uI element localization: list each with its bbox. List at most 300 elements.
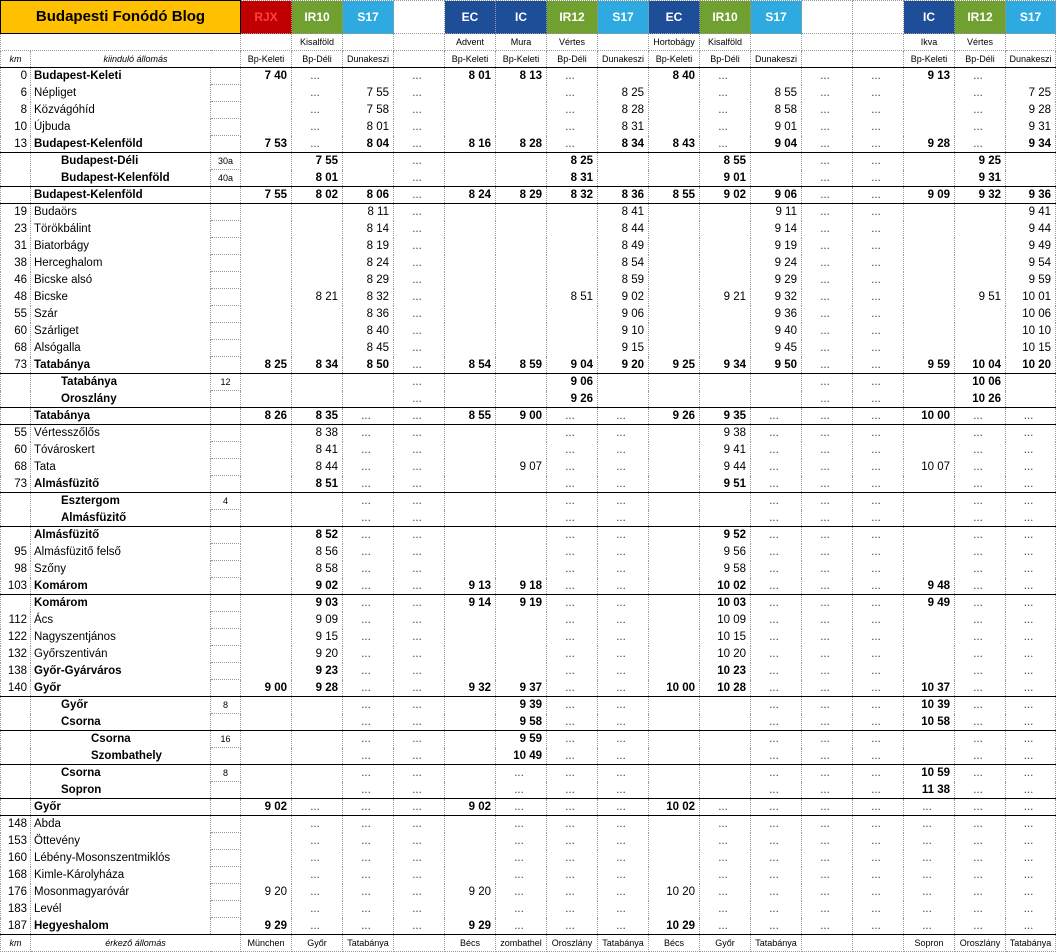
time-cell: [292, 765, 343, 782]
time-cell: 8 29: [343, 272, 394, 289]
timetable-row: [1, 425, 1056, 442]
connection-code: 4: [211, 493, 241, 510]
time-cell: ...: [802, 272, 853, 289]
time-cell: ...: [700, 68, 751, 85]
time-cell: [547, 306, 598, 323]
time-cell: ...: [853, 578, 904, 595]
time-cell: ...: [547, 714, 598, 731]
time-cell: 8 54: [598, 255, 649, 272]
time-cell: ...: [955, 629, 1006, 646]
time-cell: ...: [802, 340, 853, 357]
time-cell: 8 58: [751, 102, 802, 119]
time-cell: ...: [1006, 408, 1056, 425]
time-cell: [496, 119, 547, 136]
km-cell: 140: [1, 680, 31, 697]
time-cell: 8 55: [751, 85, 802, 102]
time-cell: [904, 442, 955, 459]
time-cell: [547, 272, 598, 289]
time-cell: [700, 731, 751, 748]
time-cell: ...: [343, 561, 394, 578]
timetable-row: [1, 357, 1056, 374]
time-cell: [445, 374, 496, 391]
time-cell: ...: [802, 493, 853, 510]
time-cell: ...: [394, 170, 445, 187]
time-cell: 9 58: [700, 561, 751, 578]
time-cell: [649, 289, 700, 306]
time-cell: [649, 527, 700, 544]
timetable-row: [1, 289, 1056, 306]
time-cell: ...: [853, 374, 904, 391]
time-cell: 8 19: [343, 238, 394, 255]
time-cell: [649, 391, 700, 408]
km-cell: 0: [1, 68, 31, 85]
time-cell: ...: [598, 459, 649, 476]
time-cell: [904, 272, 955, 289]
time-cell: [904, 340, 955, 357]
km-cell: 13: [1, 136, 31, 153]
time-cell: ...: [853, 204, 904, 221]
time-cell: 9 19: [751, 238, 802, 255]
time-cell: ...: [394, 646, 445, 663]
time-cell: 8 40: [343, 323, 394, 340]
km-cell: 19: [1, 204, 31, 221]
time-cell: 9 20: [445, 884, 496, 901]
timetable-row: [1, 867, 1056, 884]
time-cell: 8 29: [496, 187, 547, 204]
time-cell: [445, 323, 496, 340]
time-cell: 8 24: [445, 187, 496, 204]
time-cell: ...: [394, 527, 445, 544]
time-cell: 8 51: [547, 289, 598, 306]
km-cell: 73: [1, 476, 31, 493]
time-cell: ...: [394, 510, 445, 527]
time-cell: [496, 561, 547, 578]
time-cell: ...: [343, 527, 394, 544]
time-cell: ...: [751, 697, 802, 714]
time-cell: 10 49: [496, 748, 547, 765]
time-cell: [292, 204, 343, 221]
train-name: Vértes: [547, 34, 598, 51]
station-name: Csorna: [31, 714, 211, 731]
time-cell: [241, 833, 292, 850]
time-cell: ...: [292, 884, 343, 901]
station-name: Esztergom: [31, 493, 211, 510]
time-cell: ...: [547, 459, 598, 476]
time-cell: ...: [955, 731, 1006, 748]
time-cell: ...: [1006, 595, 1056, 612]
time-cell: ...: [802, 102, 853, 119]
time-cell: 10 58: [904, 714, 955, 731]
timetable-row: [1, 85, 1056, 102]
time-cell: 9 36: [751, 306, 802, 323]
time-cell: ...: [904, 884, 955, 901]
time-cell: 8 45: [343, 340, 394, 357]
time-cell: [241, 731, 292, 748]
km-cell: [1, 493, 31, 510]
time-cell: ...: [751, 663, 802, 680]
time-cell: ...: [751, 527, 802, 544]
time-cell: 9 04: [547, 357, 598, 374]
time-cell: 9 28: [1006, 102, 1056, 119]
time-cell: [904, 204, 955, 221]
time-cell: 9 36: [1006, 187, 1056, 204]
km-header: km: [1, 51, 31, 68]
time-cell: ...: [1006, 680, 1056, 697]
time-cell: [904, 476, 955, 493]
time-cell: ...: [496, 884, 547, 901]
blank-header: [1, 34, 241, 51]
time-cell: ...: [598, 731, 649, 748]
time-cell: 8 11: [343, 204, 394, 221]
time-cell: 8 55: [649, 187, 700, 204]
km-footer: km: [1, 935, 31, 952]
time-cell: ...: [394, 697, 445, 714]
time-cell: [241, 544, 292, 561]
time-cell: ...: [547, 527, 598, 544]
connection-code: [211, 884, 241, 901]
km-cell: 31: [1, 238, 31, 255]
time-cell: ...: [343, 493, 394, 510]
time-cell: 9 26: [547, 391, 598, 408]
time-cell: 9 00: [496, 408, 547, 425]
time-cell: 9 34: [1006, 136, 1056, 153]
time-cell: ...: [955, 748, 1006, 765]
time-cell: ...: [802, 238, 853, 255]
time-cell: 8 24: [343, 255, 394, 272]
time-cell: [241, 306, 292, 323]
time-cell: 7 55: [292, 153, 343, 170]
time-cell: ...: [547, 663, 598, 680]
time-cell: [700, 272, 751, 289]
time-cell: [547, 221, 598, 238]
train-category: IR10: [700, 1, 751, 34]
time-cell: 8 41: [598, 204, 649, 221]
time-cell: 8 28: [598, 102, 649, 119]
time-cell: ...: [598, 527, 649, 544]
time-cell: ...: [802, 816, 853, 833]
time-cell: ...: [853, 493, 904, 510]
connection-code: [211, 442, 241, 459]
time-cell: ...: [802, 629, 853, 646]
time-cell: [241, 459, 292, 476]
time-cell: [445, 833, 496, 850]
timetable-row: [1, 408, 1056, 425]
time-cell: ...: [955, 595, 1006, 612]
time-cell: ...: [802, 612, 853, 629]
time-cell: ...: [547, 442, 598, 459]
connection-code: [211, 680, 241, 697]
time-cell: 9 15: [292, 629, 343, 646]
station-name: Hegyeshalom: [31, 918, 211, 935]
time-cell: 8 01: [343, 119, 394, 136]
time-cell: [649, 612, 700, 629]
time-cell: [649, 646, 700, 663]
timetable-row: [1, 833, 1056, 850]
time-cell: ...: [598, 816, 649, 833]
time-cell: ...: [547, 765, 598, 782]
time-cell: ...: [547, 782, 598, 799]
time-cell: [955, 221, 1006, 238]
time-cell: ...: [598, 442, 649, 459]
time-cell: [292, 493, 343, 510]
time-cell: [649, 867, 700, 884]
end-station-header: érkező állomás: [31, 935, 241, 952]
time-cell: ...: [802, 901, 853, 918]
time-cell: ...: [955, 476, 1006, 493]
time-cell: 8 52: [292, 527, 343, 544]
time-cell: [343, 170, 394, 187]
time-cell: [241, 850, 292, 867]
time-cell: ...: [751, 476, 802, 493]
time-cell: 10 01: [1006, 289, 1056, 306]
timetable-row: [1, 153, 1056, 170]
time-cell: ...: [343, 425, 394, 442]
end-station: Tatabánya: [1006, 935, 1056, 952]
time-cell: ...: [547, 408, 598, 425]
time-cell: [445, 663, 496, 680]
time-cell: ...: [1006, 646, 1056, 663]
time-cell: ...: [802, 697, 853, 714]
time-cell: ...: [802, 782, 853, 799]
time-cell: ...: [547, 867, 598, 884]
time-cell: [649, 170, 700, 187]
time-cell: [445, 748, 496, 765]
time-cell: ...: [394, 425, 445, 442]
time-cell: ...: [955, 850, 1006, 867]
time-cell: [241, 119, 292, 136]
station-name: Győr: [31, 799, 211, 816]
time-cell: ...: [598, 629, 649, 646]
time-cell: 9 59: [1006, 272, 1056, 289]
time-cell: [598, 170, 649, 187]
time-cell: [700, 391, 751, 408]
time-cell: ...: [751, 782, 802, 799]
time-cell: [904, 663, 955, 680]
time-cell: 9 31: [1006, 119, 1056, 136]
time-cell: ...: [955, 102, 1006, 119]
time-cell: ...: [955, 68, 1006, 85]
time-cell: [904, 85, 955, 102]
time-cell: 9 59: [496, 731, 547, 748]
time-cell: ...: [394, 119, 445, 136]
train-name: Kisalföld: [292, 34, 343, 51]
station-name: Tatabánya: [31, 374, 211, 391]
time-cell: ...: [598, 680, 649, 697]
time-cell: 9 21: [700, 289, 751, 306]
time-cell: ...: [1006, 527, 1056, 544]
timetable-row: [1, 765, 1056, 782]
km-cell: [1, 153, 31, 170]
time-cell: ...: [496, 901, 547, 918]
time-cell: ...: [394, 918, 445, 935]
connection-code: [211, 612, 241, 629]
time-cell: [241, 221, 292, 238]
time-cell: ...: [292, 136, 343, 153]
time-cell: [292, 782, 343, 799]
end-station: München: [241, 935, 292, 952]
time-cell: ...: [1006, 867, 1056, 884]
train-name: Hortobágy: [649, 34, 700, 51]
time-cell: 8 44: [292, 459, 343, 476]
time-cell: ...: [1006, 561, 1056, 578]
end-station: Győr: [700, 935, 751, 952]
time-cell: [955, 323, 1006, 340]
start-station: Bp-Keleti: [496, 51, 547, 68]
time-cell: [496, 646, 547, 663]
station-name: Közvágóhíd: [31, 102, 211, 119]
start-station: Bp-Keleti: [649, 51, 700, 68]
km-cell: 138: [1, 663, 31, 680]
time-cell: 10 00: [649, 680, 700, 697]
time-cell: ...: [547, 595, 598, 612]
time-cell: ...: [1006, 459, 1056, 476]
start-station: Bp-Keleti: [445, 51, 496, 68]
time-cell: [649, 697, 700, 714]
time-cell: ...: [394, 680, 445, 697]
time-cell: ...: [853, 901, 904, 918]
time-cell: ...: [853, 306, 904, 323]
time-cell: 10 06: [955, 374, 1006, 391]
time-cell: [904, 629, 955, 646]
start-station: [853, 51, 904, 68]
time-cell: ...: [802, 850, 853, 867]
time-cell: ...: [955, 680, 1006, 697]
time-cell: [241, 493, 292, 510]
connection-code: [211, 391, 241, 408]
time-cell: 9 09: [292, 612, 343, 629]
connection-code: [211, 578, 241, 595]
km-cell: [1, 697, 31, 714]
time-cell: ...: [955, 918, 1006, 935]
time-cell: 10 59: [904, 765, 955, 782]
km-cell: 73: [1, 357, 31, 374]
time-cell: [496, 510, 547, 527]
time-cell: [292, 374, 343, 391]
time-cell: [445, 442, 496, 459]
connection-code: [211, 476, 241, 493]
time-cell: [904, 374, 955, 391]
timetable-row: [1, 680, 1056, 697]
time-cell: ...: [802, 255, 853, 272]
time-cell: [445, 629, 496, 646]
station-name: Győr: [31, 697, 211, 714]
km-cell: 46: [1, 272, 31, 289]
time-cell: [904, 119, 955, 136]
start-station: Dunakeszi: [1006, 51, 1056, 68]
timetable-row: [1, 527, 1056, 544]
time-cell: ...: [598, 578, 649, 595]
timetable-row: [1, 714, 1056, 731]
time-cell: [649, 374, 700, 391]
station-name: Szár: [31, 306, 211, 323]
km-cell: [1, 765, 31, 782]
time-cell: ...: [598, 714, 649, 731]
connection-code: 30a: [211, 153, 241, 170]
time-cell: ...: [343, 612, 394, 629]
time-cell: ...: [751, 493, 802, 510]
time-cell: ...: [802, 357, 853, 374]
timetable-row: [1, 391, 1056, 408]
time-cell: ...: [853, 918, 904, 935]
train-name: Mura: [496, 34, 547, 51]
time-cell: 9 41: [1006, 204, 1056, 221]
time-cell: [649, 578, 700, 595]
time-cell: 8 43: [649, 136, 700, 153]
time-cell: [496, 340, 547, 357]
time-cell: ...: [394, 629, 445, 646]
time-cell: [700, 340, 751, 357]
station-name: Csorna: [31, 765, 211, 782]
time-cell: ...: [547, 68, 598, 85]
time-cell: 7 53: [241, 136, 292, 153]
time-cell: ...: [802, 221, 853, 238]
train-category: [802, 1, 853, 34]
time-cell: [292, 748, 343, 765]
time-cell: ...: [394, 765, 445, 782]
time-cell: [904, 425, 955, 442]
time-cell: [547, 238, 598, 255]
time-cell: [1006, 391, 1056, 408]
train-category: S17: [1006, 1, 1056, 34]
time-cell: 9 41: [700, 442, 751, 459]
time-cell: ...: [394, 748, 445, 765]
connection-code: [211, 85, 241, 102]
time-cell: ...: [1006, 714, 1056, 731]
time-cell: 8 40: [649, 68, 700, 85]
time-cell: 9 06: [751, 187, 802, 204]
time-cell: [904, 255, 955, 272]
time-cell: 8 55: [700, 153, 751, 170]
time-cell: 8 51: [292, 476, 343, 493]
timetable-row: [1, 374, 1056, 391]
time-cell: ...: [853, 153, 904, 170]
km-cell: 153: [1, 833, 31, 850]
km-cell: 112: [1, 612, 31, 629]
time-cell: 9 54: [1006, 255, 1056, 272]
time-cell: [496, 153, 547, 170]
time-cell: 8 35: [292, 408, 343, 425]
time-cell: ...: [394, 391, 445, 408]
time-cell: ...: [394, 578, 445, 595]
time-cell: ...: [853, 561, 904, 578]
time-cell: ...: [853, 136, 904, 153]
time-cell: [547, 340, 598, 357]
time-cell: [445, 510, 496, 527]
time-cell: [700, 493, 751, 510]
start-station: Dunakeszi: [343, 51, 394, 68]
time-cell: ...: [547, 136, 598, 153]
time-cell: ...: [802, 425, 853, 442]
km-cell: [1, 408, 31, 425]
train-name: [394, 34, 445, 51]
time-cell: ...: [1006, 663, 1056, 680]
time-cell: [445, 476, 496, 493]
time-cell: ...: [751, 459, 802, 476]
time-cell: [649, 850, 700, 867]
timetable-row: [1, 102, 1056, 119]
start-station: Bp-Keleti: [904, 51, 955, 68]
time-cell: ...: [496, 918, 547, 935]
time-cell: ...: [955, 646, 1006, 663]
time-cell: 9 02: [292, 578, 343, 595]
time-cell: ...: [751, 408, 802, 425]
time-cell: [649, 493, 700, 510]
time-cell: [700, 306, 751, 323]
time-cell: ...: [343, 918, 394, 935]
time-cell: 10 29: [649, 918, 700, 935]
time-cell: ...: [394, 493, 445, 510]
km-cell: 60: [1, 323, 31, 340]
